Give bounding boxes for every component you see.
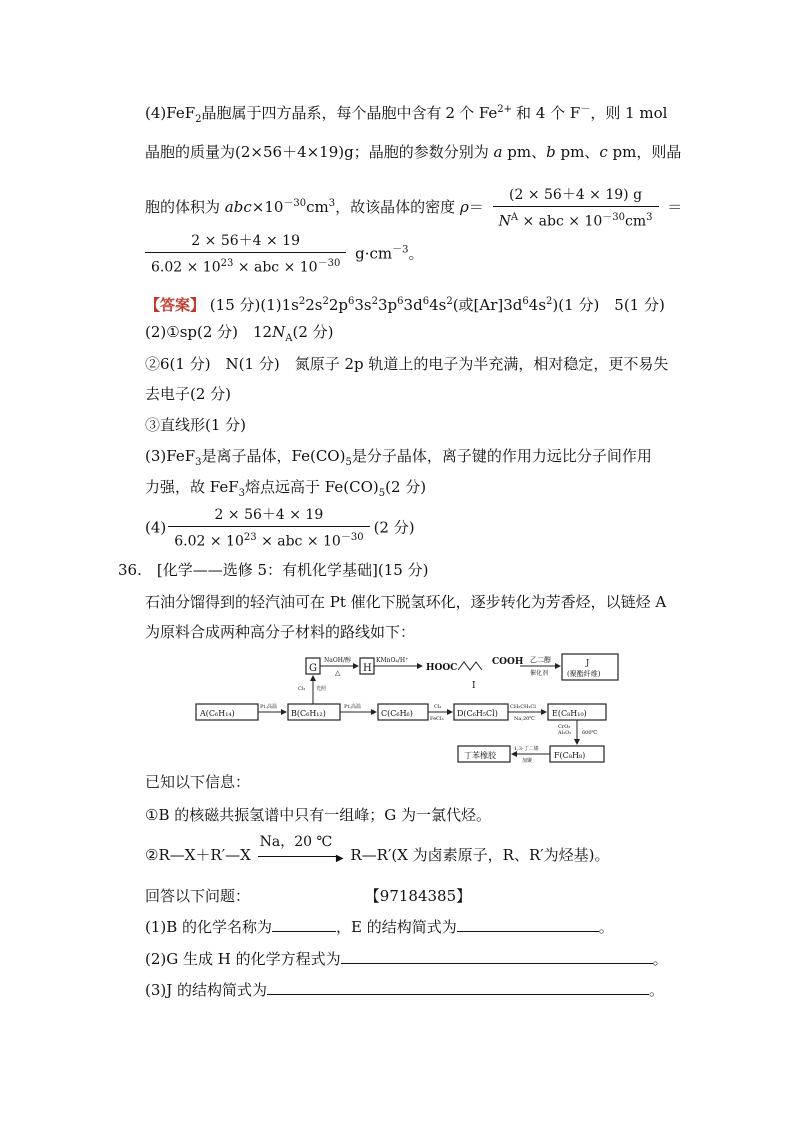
cond-delta: △	[335, 669, 341, 677]
cond-cl2-top: Cl₂	[298, 686, 306, 692]
subq3: (3)J 的结构简式为 。	[145, 981, 665, 999]
label-g: G	[309, 663, 317, 674]
cond-na20: Na,20℃	[514, 716, 535, 722]
cond-butadiene: 1,3-丁二烯	[514, 746, 539, 752]
answer-line7: 力强，故 FeF$_3$熔点远高于 $Fe(CO)_5(2$ 分)	[145, 478, 427, 499]
known-info-heading: 已知以下信息：	[145, 773, 251, 791]
info1: ①B 的核磁共振氢谱中只有一组峰；G 为一氯代烃。	[145, 806, 491, 824]
answer-line5: ③直线形(1 分)	[145, 416, 247, 434]
density-fraction: $\frac{(2 \times 56+4 \times 19) g}{N^A \times abc \times 10^{-30}cm^3}$	[493, 186, 659, 231]
q36-intro2: 为原料合成两种高分子材料的路线如下：	[145, 623, 416, 641]
answer-line2: (2)①sp(2 分) $12N_A(2$ 分)	[145, 323, 334, 344]
cond-ch3ch2cl: CH₃CH₂Cl	[510, 704, 536, 710]
answer-prompt: 回答以下问题： 【97184385】	[145, 887, 472, 905]
info2: ②R—X＋R′—X Na，20 ℃ ▶ R—R′(X 为卤素原子，R、R′为烃基)。	[145, 834, 610, 864]
p4-line3: 胞的体积为 $abc\times 10^{-30}cm^3$，故该晶体的密度 ρ＝ $\frac{(2 \times 56+4 \times 19) g}{N^A \times abc \times 10^{-30}cm^3}$ ＝	[145, 186, 683, 230]
cond-light: 光照	[316, 686, 327, 692]
label-h: H	[363, 663, 372, 674]
answer-line3: ②6(1 分) N(1 分) 氮原子 2p 轨道上的电子为半充满，相对稳定，更不易失	[145, 355, 669, 373]
cond-kmno4: KMnO₄/H⁺	[376, 657, 409, 664]
label-d: D(C₆H₅Cl)	[457, 709, 498, 718]
p4-line2: 晶胞的质量为(2×56＋4×19)g；晶胞的参数分别为 a pm、b pm、c pm，则晶	[145, 143, 682, 161]
cond-naoh: NaOH/醇	[324, 657, 352, 664]
label-b: B(C₆H₁₂)	[291, 709, 326, 718]
synthesis-scheme	[190, 650, 630, 765]
answer-line8: (4) $\frac{2 \times 56+4 \times 19}{6.02 \times 10^{23} \times abc \times 10^{-30}}$ (2 分)	[145, 507, 415, 550]
answer-blank-j-structure[interactable]	[267, 980, 649, 995]
label-c: C(C₆H₆)	[381, 709, 413, 718]
answer-fraction: $\frac{2 \times 56+4 \times 19}{6.02 \times 10^{23} \times abc \times 10^{-30}}$	[168, 506, 369, 551]
label-e: E(C₈H₁₀)	[552, 709, 587, 718]
answer-line6: (3)FeF$_3$是离子晶体，$Fe(CO)_5$是分子晶体，离子键的作用力远比分子间作用	[145, 447, 652, 468]
p4-line1: (4)FeF$_2$晶胞属于四方晶系，每个晶胞中含有 2 个 $Fe^{2+}$ 和 4 个 F－，则 1 mol	[145, 104, 668, 125]
cond-catalyst: 催化剂	[530, 670, 549, 677]
answer-blank-g-to-h[interactable]	[341, 949, 653, 964]
label-i: I	[472, 681, 476, 691]
question-code: 【97184385】	[364, 887, 472, 905]
cond-600c: 600℃	[582, 730, 598, 736]
zigzag-chain	[458, 662, 482, 670]
label-cooh: COOH	[492, 657, 524, 667]
cond-al2o3: Al₂O₃	[558, 730, 572, 736]
answer-blank-b-name[interactable]	[272, 917, 336, 932]
answer-line4: 去电子(2 分)	[145, 385, 232, 403]
reaction-arrow: Na，20 ℃ ▶	[259, 834, 344, 864]
cond-glycol: 乙二醇	[530, 656, 551, 664]
answer-label: 【答案】	[145, 296, 206, 314]
cond-cro3: CrO₃	[558, 724, 571, 730]
label-hooc: HOOC	[426, 663, 458, 673]
label-f: F(C₈H₈)	[554, 751, 586, 760]
cond-pt2: Pt,高温	[344, 704, 361, 710]
subq1: (1)B 的化学名称为 ，E 的结构简式为 。	[145, 918, 614, 936]
cond-fecl3: FeCl₃	[430, 716, 444, 722]
subq2: (2)G 生成 H 的化学方程式为 。	[145, 950, 668, 968]
cond-cl2: Cl₂	[434, 704, 442, 710]
cond-pt1: Pt,高温	[260, 704, 277, 710]
answer-blank-e-structure[interactable]	[457, 917, 599, 932]
density-result-fraction: $\frac{2 \times 56+4 \times 19}{6.02 \times 10^{23} \times abc \times 10^{-30}}$	[145, 232, 346, 277]
q36-heading: 36. [化学——选修 5：有机化学基础](15 分)	[118, 561, 429, 579]
answer-line1: 【答案】 (15 分)$(1)1s^22s^22p^63s^23p^63d^64s^2$(或$[Ar]3d^64s^2)(1$ 分) 5(1 分)	[145, 296, 665, 314]
label-rubber: 丁苯橡胶	[464, 751, 496, 760]
p4-line4: $\frac{2 \times 56+4 \times 19}{6.02 \times 10^{23} \times abc \times 10^{-30}}$ $g\cdot cm^{-3}$。	[145, 232, 424, 277]
label-j: J	[586, 658, 590, 667]
cond-polymerization: 加聚	[522, 758, 533, 764]
q36-intro1: 石油分馏得到的轻汽油可在 Pt 催化下脱氢环化，逐步转化为芳香烃，以链烃 A	[145, 593, 667, 611]
label-a: A(C₆H₁₄)	[200, 709, 235, 718]
label-j-polyester: (聚酯纤维)	[567, 670, 601, 678]
